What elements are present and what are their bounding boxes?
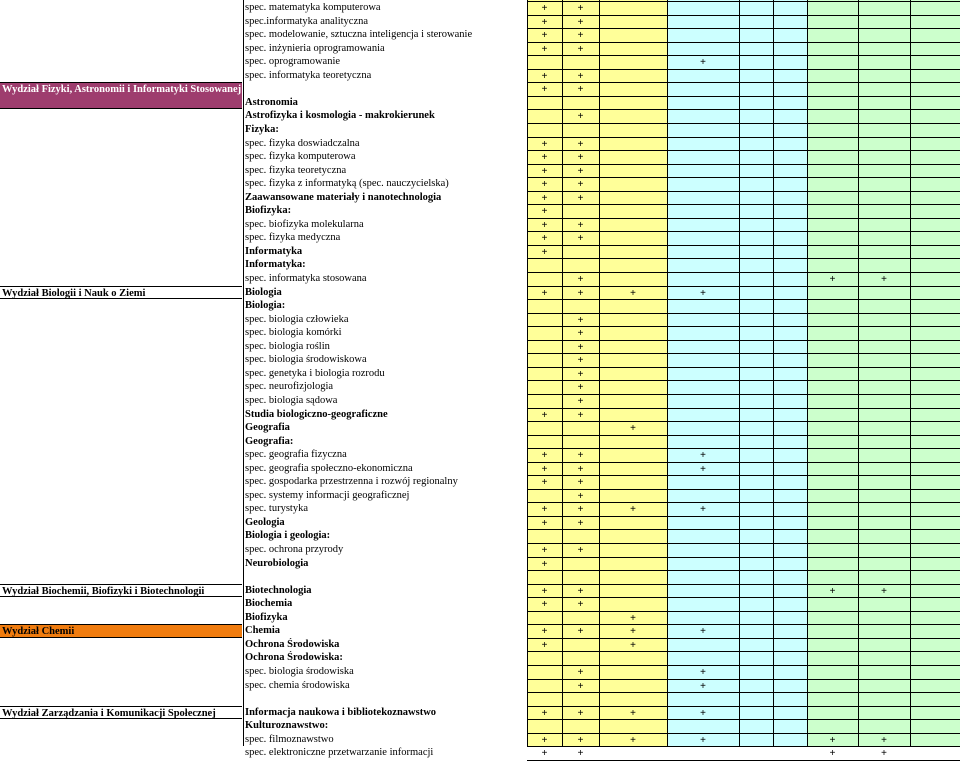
plus-mark: + — [541, 585, 548, 597]
plus-mark: + — [700, 734, 706, 746]
grid-line — [527, 42, 960, 43]
plus-mark: + — [541, 165, 548, 177]
plus-mark: + — [541, 138, 548, 150]
program-name: Informatyka: — [245, 259, 306, 271]
plus-mark: + — [577, 504, 584, 516]
plus-mark: + — [700, 666, 706, 678]
plus-mark: + — [541, 192, 548, 204]
grid-line — [527, 475, 960, 476]
plus-mark: + — [577, 233, 584, 245]
plus-mark: + — [577, 30, 584, 42]
plus-mark: + — [541, 206, 548, 218]
plus-mark: + — [541, 70, 548, 82]
plus-mark: + — [577, 152, 584, 164]
grid-line — [527, 69, 960, 70]
plus-mark: + — [829, 748, 836, 760]
plus-mark: + — [577, 666, 584, 678]
grid-line — [527, 516, 960, 517]
grid-line — [527, 1, 960, 2]
grid-line — [527, 353, 960, 354]
program-name: spec. matematyka komputerowa — [245, 2, 381, 13]
grid-line — [527, 489, 960, 490]
program-name: spec. fizyka komputerowa — [245, 151, 356, 163]
plus-mark: + — [577, 355, 584, 367]
plus-mark: + — [630, 734, 636, 746]
program-name: spec. fizyka teoretyczna — [245, 164, 347, 176]
program-name: spec. biologia środowiskowa — [245, 354, 367, 366]
grid-line — [527, 28, 960, 29]
plus-mark: + — [577, 43, 584, 55]
grid-line — [527, 435, 960, 436]
grid-line — [527, 448, 960, 449]
program-name: Informatyka — [245, 245, 303, 257]
plus-mark: + — [541, 734, 548, 746]
grid-line — [527, 55, 960, 56]
program-name: Biochemia — [245, 598, 293, 610]
plus-mark: + — [630, 423, 636, 435]
plus-mark: + — [577, 70, 584, 82]
plus-mark: + — [630, 287, 636, 299]
column-band — [739, 0, 773, 746]
grid-line — [527, 15, 960, 16]
plus-mark: + — [577, 626, 584, 638]
plus-mark: + — [700, 450, 706, 462]
plus-mark: + — [700, 57, 706, 69]
program-name: spec. ochrona przyrody — [245, 544, 344, 555]
plus-mark: + — [541, 43, 548, 55]
plus-mark: + — [700, 626, 706, 638]
program-name: Geologia — [245, 516, 285, 528]
grid-line — [599, 0, 600, 746]
grid-line — [527, 109, 960, 110]
plus-mark: + — [541, 558, 548, 570]
plus-mark: + — [541, 545, 548, 556]
plus-mark: + — [829, 734, 836, 746]
plus-mark: + — [577, 463, 584, 475]
plus-mark: + — [700, 707, 706, 719]
plus-mark: + — [541, 179, 548, 191]
plus-mark: + — [541, 517, 548, 529]
faculty-label: Wydział Fizyki, Astronomii i Informatyki Stosowanej — [0, 82, 242, 109]
program-name: Neurobiologia — [245, 557, 309, 569]
grid-line — [527, 529, 960, 530]
plus-mark: + — [577, 409, 584, 421]
program-name: Kulturoznawstwo: — [245, 720, 329, 732]
program-name: Chemia — [245, 625, 280, 637]
plus-mark: + — [829, 274, 836, 285]
program-name: spec. elektroniczne przetwarzanie informacji — [245, 747, 434, 759]
program-name: Biofizyka — [245, 611, 288, 623]
faculty-label: Wydział Chemii — [0, 624, 242, 638]
grid-line — [527, 719, 960, 720]
plus-mark: + — [577, 680, 584, 692]
grid-line — [527, 191, 960, 192]
program-name: spec. biologia roślin — [245, 340, 330, 352]
plus-mark: + — [577, 341, 584, 353]
grid-line — [527, 408, 960, 409]
program-name: Biologia i geologia: — [245, 530, 331, 542]
plus-mark: + — [541, 626, 548, 638]
grid-line — [527, 421, 960, 422]
program-name: spec. fizyka medyczna — [245, 232, 341, 244]
grid-line — [527, 638, 960, 639]
program-name: spec. informatyka stosowana — [245, 273, 367, 284]
grid-line — [527, 502, 960, 503]
grid-line — [527, 380, 960, 381]
plus-mark: + — [630, 612, 636, 624]
plus-mark: + — [541, 233, 548, 245]
plus-mark: + — [577, 490, 584, 502]
faculty-label: Wydział Zarządzania i Komunikacji Społecznej — [0, 706, 242, 720]
plus-mark: + — [541, 477, 548, 489]
plus-mark: + — [577, 748, 584, 760]
plus-mark: + — [577, 16, 584, 28]
grid-line — [527, 177, 960, 178]
grid-line — [527, 665, 960, 666]
grid-line — [527, 340, 960, 341]
grid-line — [527, 733, 960, 734]
plus-mark: + — [541, 287, 548, 299]
plus-mark: + — [700, 287, 706, 299]
program-name: spec. biologia środowiska — [245, 665, 354, 677]
program-name: spec. informatyka teoretyczna — [245, 69, 372, 81]
program-name: Astronomia — [245, 96, 298, 108]
plus-mark: + — [829, 585, 836, 597]
column-band — [910, 0, 960, 746]
grid-line — [527, 0, 528, 746]
program-name: spec. biologia sądowa — [245, 394, 338, 406]
plus-mark: + — [541, 152, 548, 164]
grid-line — [773, 0, 774, 746]
program-name: spec. biologia człowieka — [245, 313, 349, 325]
grid-line — [527, 299, 960, 300]
grid-line — [527, 96, 960, 97]
grid-line — [527, 597, 960, 598]
plus-mark: + — [630, 639, 636, 651]
plus-mark: + — [541, 16, 548, 28]
plus-mark: + — [630, 626, 636, 638]
grid-line — [527, 272, 960, 273]
grid-line — [527, 570, 960, 571]
plus-mark: + — [577, 477, 584, 489]
plus-mark: + — [577, 382, 584, 394]
plus-mark: + — [700, 680, 706, 692]
program-name: spec. biofizyka molekularna — [245, 218, 364, 230]
program-name: spec. geografia fizyczna — [245, 449, 347, 461]
grid-line — [527, 611, 960, 612]
grid-line — [527, 679, 960, 680]
grid-line — [527, 245, 960, 246]
column-band — [773, 0, 807, 746]
program-name: spec. fizyka z informatyką (spec. nauczycielska) — [245, 178, 449, 190]
program-name: spec. systemy informacji geograficznej — [245, 489, 410, 501]
grid-line — [527, 286, 960, 287]
grid-line — [562, 0, 563, 746]
grid-line — [527, 204, 960, 205]
grid-line — [527, 137, 960, 138]
grid-line — [527, 706, 960, 707]
plus-mark: + — [541, 409, 548, 421]
program-name: Geografia — [245, 422, 290, 434]
plus-mark: + — [577, 3, 584, 14]
plus-mark: + — [541, 246, 548, 258]
program-name: spec.informatyka analityczna — [245, 15, 369, 27]
grid-line — [527, 624, 960, 625]
program-name: Biotechnologia — [245, 584, 312, 596]
plus-mark: + — [577, 545, 584, 556]
plus-mark: + — [881, 585, 887, 597]
grid-line — [910, 0, 911, 746]
program-name: Ochrona Środowiska — [245, 638, 340, 650]
plus-mark: + — [541, 748, 548, 760]
plus-mark: + — [541, 504, 548, 516]
plus-mark: + — [630, 504, 636, 516]
plus-mark: + — [541, 707, 548, 719]
plus-mark: + — [577, 192, 584, 204]
program-name: Informacja naukowa i bibliotekoznawstwo — [245, 706, 437, 718]
program-name: Ochrona Środowiska: — [245, 652, 343, 664]
plus-mark: + — [541, 639, 548, 651]
program-name: spec. turystyka — [245, 503, 308, 515]
program-name: spec. neurofizjologia — [245, 381, 334, 393]
grid-line — [667, 0, 668, 746]
grid-line — [527, 692, 960, 693]
program-name: Studia biologiczno-geograficzne — [245, 408, 388, 420]
plus-mark: + — [577, 599, 584, 611]
program-name: spec. genetyka i biologia rozrodu — [245, 367, 385, 379]
grid-line — [527, 164, 960, 165]
grid-line — [527, 394, 960, 395]
grid-line — [527, 82, 960, 83]
grid-line — [527, 258, 960, 259]
grid-line — [807, 0, 808, 746]
program-name: spec. gospodarka przestrzenna i rozwój regionalny — [245, 476, 458, 488]
grid-line — [858, 0, 859, 746]
program-name: spec. filmoznawstwo — [245, 733, 334, 745]
plus-mark: + — [577, 328, 584, 340]
program-name: Biologia: — [245, 300, 286, 312]
program-name: Fizyka: — [245, 123, 279, 135]
plus-mark: + — [577, 734, 584, 746]
program-name: spec. inżynieria oprogramowania — [245, 42, 385, 54]
program-name: spec. oprogramowanie — [245, 56, 341, 68]
program-name: spec. fizyka doswiadczalna — [245, 137, 360, 149]
program-name: Astrofizyka i kosmologia - makrokierunek — [245, 110, 435, 122]
plus-mark: + — [577, 707, 584, 719]
plus-mark: + — [881, 734, 887, 746]
plus-mark: + — [577, 138, 584, 150]
grid-line — [527, 746, 960, 747]
plus-mark: + — [577, 287, 584, 299]
plus-mark: + — [577, 219, 584, 231]
plus-mark: + — [541, 450, 548, 462]
grid-line — [527, 462, 960, 463]
plus-mark: + — [577, 585, 584, 597]
plus-mark: + — [577, 395, 584, 407]
plus-mark: + — [541, 463, 548, 475]
program-name: spec. geografia społeczno-ekonomiczna — [245, 462, 413, 474]
plus-mark: + — [577, 179, 584, 191]
plus-mark: + — [577, 368, 584, 380]
plus-mark: + — [577, 111, 584, 123]
program-name: spec. modelowanie, sztuczna inteligencja i sterowanie — [245, 29, 473, 41]
plus-mark: + — [541, 30, 548, 42]
program-name: Geografia: — [245, 435, 294, 447]
column-band — [858, 0, 910, 746]
faculty-label: Wydział Biologii i Nauk o Ziemi — [0, 286, 242, 300]
plus-mark: + — [577, 274, 584, 285]
plus-mark: + — [577, 517, 584, 529]
program-name: Zaawansowane materiały i nanotechnologia — [245, 191, 442, 203]
grid-line — [527, 543, 960, 544]
grid-line — [527, 651, 960, 652]
plus-mark: + — [881, 274, 887, 285]
grid-line — [527, 584, 960, 585]
plus-mark: + — [541, 3, 548, 14]
grid-line — [739, 0, 740, 746]
plus-mark: + — [577, 314, 584, 326]
grid-line — [527, 326, 960, 327]
grid-line — [527, 367, 960, 368]
plus-mark: + — [577, 450, 584, 462]
plus-mark: + — [541, 599, 548, 611]
program-name: spec. chemia środowiska — [245, 679, 350, 691]
plus-mark: + — [700, 463, 706, 475]
grid-line — [527, 123, 960, 124]
grid-line — [527, 557, 960, 558]
plus-mark: + — [577, 84, 584, 96]
grid-line — [527, 313, 960, 314]
plus-mark: + — [630, 707, 636, 719]
column-band — [807, 0, 858, 746]
grid-line — [527, 150, 960, 151]
program-name: Biologia — [245, 286, 282, 298]
plus-mark: + — [541, 219, 548, 231]
plus-mark: + — [700, 504, 706, 516]
plus-mark: + — [881, 748, 887, 760]
grid-line — [527, 218, 960, 219]
program-name: Biofizyka: — [245, 205, 292, 217]
plus-mark: + — [541, 84, 548, 96]
program-name: spec. biologia komórki — [245, 327, 342, 339]
plus-mark: + — [577, 165, 584, 177]
faculty-label: Wydział Biochemii, Biofizyki i Biotechnologii — [0, 584, 242, 598]
grid-line — [527, 231, 960, 232]
